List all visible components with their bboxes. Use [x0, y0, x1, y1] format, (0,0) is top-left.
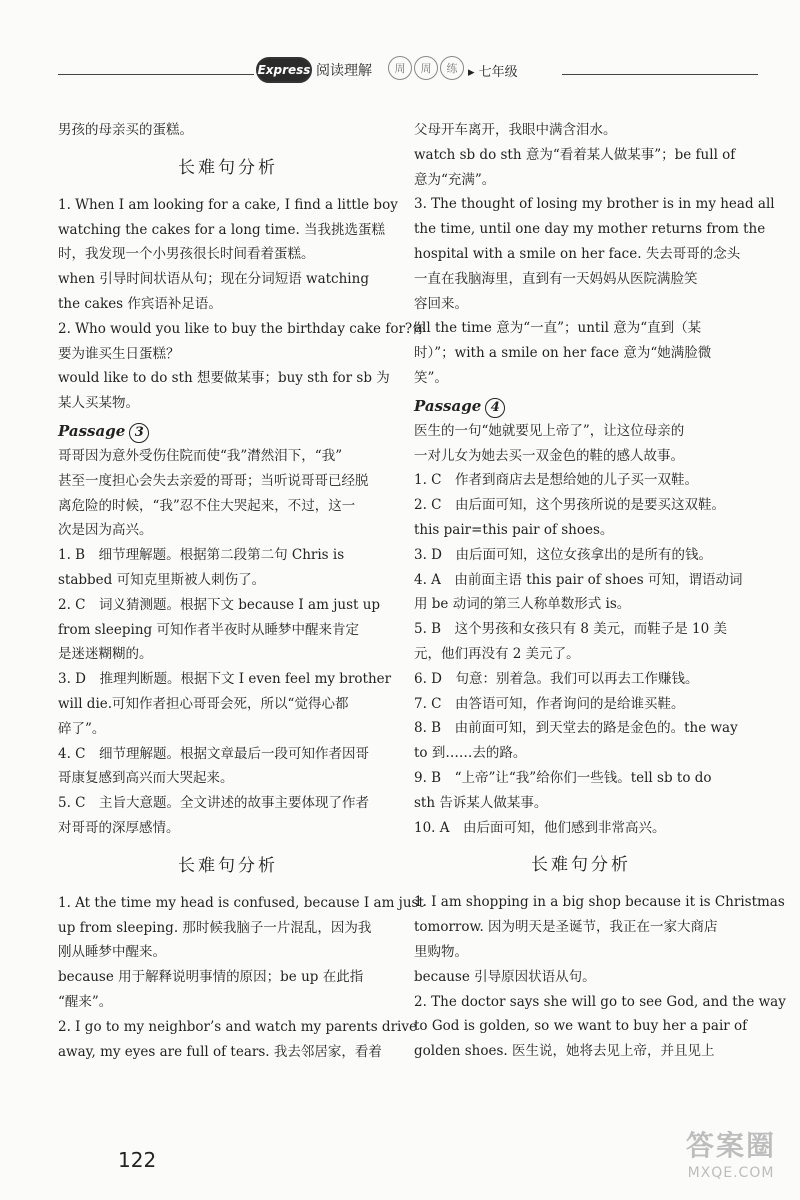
passage-label: Passage	[58, 421, 126, 440]
text-line: would like to do sth 想要做某事；buy sth for sb 为	[58, 370, 390, 387]
text-line: all the time 意为“一直”；until 意为“直到（某	[414, 320, 702, 337]
text-line: 意为“充满”。	[414, 171, 496, 188]
text-line: 1. B 细节理解题。根据第二段第二句 Chris is	[58, 547, 345, 564]
text-line: tomorrow. 因为明天是圣诞节，我正在一家大商店	[414, 919, 718, 936]
text-line: 时）”；with a smile on her face 意为“她满脸微	[414, 345, 712, 362]
text-line: to God is golden, so we want to buy her a pair of	[414, 1018, 748, 1035]
text-line: 哥康复感到高兴而大哭起来。	[58, 770, 234, 787]
text-line: 4. C 细节理解题。根据文章最后一段可知作者因哥	[58, 745, 370, 762]
text-line: 7. C 由答语可知，作者询问的是给谁买鞋。	[414, 695, 685, 712]
text-line: this pair=this pair of shoes。	[414, 521, 614, 538]
text-line: 1. At the time my head is confused, because I am just	[58, 894, 424, 911]
passage-heading	[414, 393, 748, 419]
text-line: “醒来”。	[58, 993, 113, 1010]
text-line: 4. A 由前面主语 this pair of shoes 可知，谓语动词	[414, 571, 743, 588]
text-line: away, my eyes are full of tears. 我去邻居家，看着	[58, 1043, 382, 1060]
page-header	[58, 52, 758, 88]
passage-heading	[58, 418, 398, 444]
stamp-icon: 周	[414, 56, 438, 80]
text-line: 容回来。	[414, 295, 468, 312]
watermark-url: MXQE.COM	[687, 1165, 775, 1181]
header-rule-left	[58, 74, 254, 75]
passage-number: 4	[485, 398, 505, 418]
section-title: 长难句分析	[531, 855, 631, 876]
text-line: 8. B 由前面可知，到天堂去的路是金色的。the way	[414, 720, 738, 737]
text-line: 3. The thought of losing my brother is in my head all	[414, 196, 775, 213]
text-line: because 引导原因状语从句。	[414, 968, 596, 985]
text-line: 元，他们再没有 2 美元了。	[414, 645, 580, 662]
text-line: 用 be 动词的第三人称单数形式 is。	[414, 596, 631, 613]
text-line: watching the cakes for a long time. 当我挑选蛋糕	[58, 221, 386, 238]
text-line: 父母开车离开，我眼中满含泪水。	[414, 122, 617, 138]
text-line: 次是因为高兴。	[58, 522, 153, 539]
text-line: 一对儿女为她去买一双金色的鞋的感人故事。	[414, 447, 684, 464]
text-line: 9. B “上帝”让“我”给你们一些钱。tell sb to do	[414, 769, 712, 786]
text-line: 5. B 这个男孩和女孩只有 8 美元，而鞋子是 10 美	[414, 621, 728, 638]
text-line: 1. I am shopping in a big shop because it is Christmas	[414, 894, 785, 911]
express-logo-icon: Express	[256, 57, 312, 83]
text-line: 哥哥因为意外受伤住院而使“我”潸然泪下，“我”	[58, 447, 343, 464]
text-line: 1. When I am looking for a cake, I find a little boy	[58, 196, 398, 213]
text-line: 时，我发现一个小男孩很长时间看着蛋糕。	[58, 246, 315, 263]
text-line: 离危险的时候，“我”忍不住大哭起来，不过，这一	[58, 497, 356, 514]
text-line: to 到……去的路。	[414, 745, 527, 762]
text-line: 笑”。	[414, 369, 448, 386]
text-line: 3. D 推理判断题。根据下文 I even feel my brother	[58, 671, 392, 688]
section-title: 长难句分析	[178, 855, 278, 876]
text-line: will die.可知作者担心哥哥会死，所以“觉得心都	[58, 695, 349, 712]
text-line: from sleeping 可知作者半夜时从睡梦中醒来肯定	[58, 621, 359, 638]
passage-label: Passage	[414, 396, 482, 415]
text-line: sth 告诉某人做某事。	[414, 794, 548, 811]
text-line: 里购物。	[414, 943, 468, 960]
book-title: 阅读理解	[316, 63, 372, 79]
text-line: 男孩的母亲买的蛋糕。	[58, 122, 193, 138]
text-line: 对哥哥的深厚感情。	[58, 819, 180, 836]
text-line: 10. A 由后面可知，他们感到非常高兴。	[414, 819, 666, 836]
stamp-icon: 练	[440, 56, 464, 80]
right-column	[414, 118, 786, 1064]
text-line: 2. C 词义猜测题。根据下文 because I am just up	[58, 596, 381, 613]
text-line: 3. D 由后面可知，这位女孩拿出的是所有的钱。	[414, 546, 712, 563]
stamp-row	[388, 56, 464, 80]
text-line: golden shoes. 医生说，她将去见上帝，并且见上	[414, 1043, 715, 1060]
text-line: the cakes 作宾语补足语。	[58, 295, 222, 312]
text-line: hospital with a smile on her face. 失去哥哥的念头	[414, 245, 741, 262]
text-line: 2. Who would you like to buy the birthday cake for?你	[58, 320, 426, 337]
stamp-icon: 周	[388, 56, 412, 80]
watermark-text: 答案圈	[685, 1129, 776, 1162]
text-line: 5. C 主旨大意题。全文讲述的故事主要体现了作者	[58, 795, 370, 812]
text-line: 医生的一句“她就要见上帝了”，让这位母亲的	[414, 422, 685, 439]
grade-label: ▸ 七年级	[468, 65, 518, 80]
passage-number: 3	[129, 423, 149, 443]
text-line: 6. D 句意：别着急。我们可以再去工作赚钱。	[414, 670, 699, 687]
text-line: 要为谁买生日蛋糕？	[58, 345, 180, 362]
text-line: 甚至一度担心会失去亲爱的哥哥；当听说哥哥已经脱	[58, 472, 369, 489]
text-line: watch sb do sth 意为“看着某人做某事”；be full of	[414, 146, 736, 163]
text-line: stabbed 可知克里斯被人刺伤了。	[58, 571, 266, 588]
text-line: 某人买某物。	[58, 395, 139, 412]
text-line: because 用于解释说明事情的原因；be up 在此指	[58, 969, 364, 986]
text-line: 是迷迷糊糊的。	[58, 646, 153, 663]
text-line: 刚从睡梦中醒来。	[58, 944, 166, 961]
text-line: 碎了”。	[58, 720, 106, 737]
text-line: up from sleeping. 那时候我脑子一片混乱，因为我	[58, 919, 372, 936]
text-line: 2. C 由后面可知，这个男孩所说的是要买这双鞋。	[414, 497, 726, 514]
watermark-logo-icon	[676, 1128, 786, 1192]
left-column	[58, 118, 426, 1064]
page-number: 122	[118, 1148, 157, 1172]
text-line: 2. I go to my neighbor’s and watch my parents drive	[58, 1018, 417, 1035]
text-line: the time, until one day my mother returns from the	[414, 221, 766, 238]
text-line: 1. C 作者到商店去是想给她的儿子买一双鞋。	[414, 472, 699, 489]
header-rule-right	[562, 74, 758, 75]
text-line: when 引导时间状语从句；现在分词短语 watching	[58, 271, 369, 288]
text-line: 一直在我脑海里，直到有一天妈妈从医院满脸笑	[414, 270, 698, 287]
section-title: 长难句分析	[178, 157, 278, 178]
text-line: 2. The doctor says she will go to see God, and the way	[414, 993, 786, 1010]
